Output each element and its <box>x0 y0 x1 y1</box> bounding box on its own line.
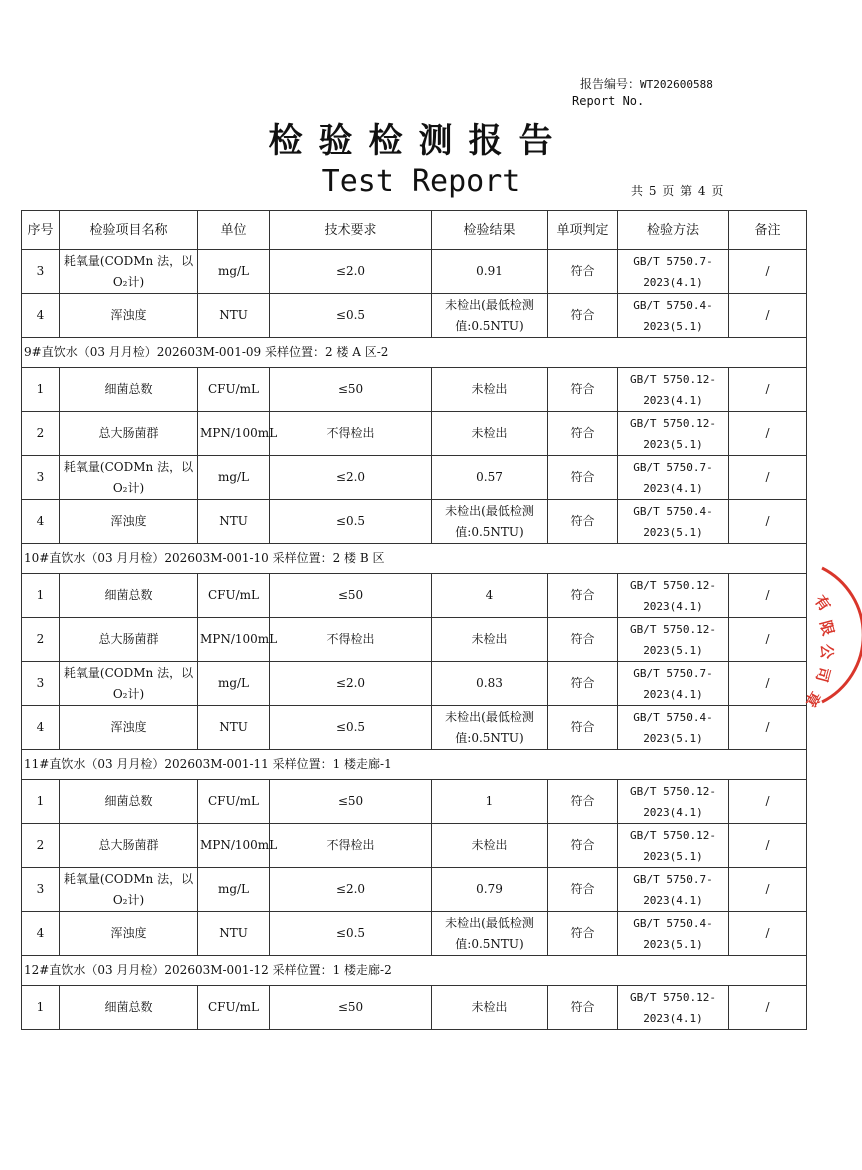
item-name-cell: 总大肠菌群 <box>60 412 198 456</box>
requirement-cell: ≤50 <box>270 780 432 824</box>
table-row <box>22 574 807 618</box>
table-row <box>22 500 807 544</box>
col-unit-header: 单位 <box>198 211 270 250</box>
unit-cell: CFU/mL <box>198 574 270 618</box>
method-cell: GB/T 5750.4-2023(5.1) <box>618 912 729 956</box>
row-index-cell: 3 <box>22 662 60 706</box>
table-row <box>22 986 807 1030</box>
judgement-cell: 符合 <box>548 294 618 338</box>
judgement-cell: 符合 <box>548 250 618 294</box>
item-name-cell: 细菌总数 <box>60 574 198 618</box>
remark-cell: / <box>729 662 807 706</box>
table-row <box>22 456 807 500</box>
unit-cell: NTU <box>198 500 270 544</box>
report-number <box>572 76 713 110</box>
judgement-cell: 符合 <box>548 868 618 912</box>
remark-cell: / <box>729 780 807 824</box>
item-name-cell: 耗氧量(CODMn 法，以 O₂计) <box>60 456 198 500</box>
report-title-cn: 检验检测报告 <box>268 121 569 161</box>
requirement-cell: ≤0.5 <box>270 706 432 750</box>
svg-text:章: 章 <box>801 688 825 711</box>
method-cell: GB/T 5750.12-2023(5.1) <box>618 824 729 868</box>
result-cell: 0.57 <box>432 456 548 500</box>
judgement-cell: 符合 <box>548 912 618 956</box>
row-index-cell: 1 <box>22 986 60 1030</box>
unit-cell: CFU/mL <box>198 368 270 412</box>
remark-cell: / <box>729 456 807 500</box>
row-index-cell: 4 <box>22 706 60 750</box>
unit-cell: MPN/100mL <box>198 412 270 456</box>
remark-cell: / <box>729 618 807 662</box>
unit-cell: MPN/100mL <box>198 618 270 662</box>
unit-cell: mg/L <box>198 868 270 912</box>
report-number-en-label: Report No. <box>572 94 645 108</box>
method-cell: GB/T 5750.7-2023(4.1) <box>618 456 729 500</box>
sample-group-row <box>22 956 807 986</box>
unit-cell: mg/L <box>198 250 270 294</box>
sample-group-row <box>22 544 807 574</box>
unit-cell: NTU <box>198 706 270 750</box>
requirement-cell: ≤50 <box>270 368 432 412</box>
method-cell: GB/T 5750.12-2023(4.1) <box>618 368 729 412</box>
remark-cell: / <box>729 986 807 1030</box>
sample-group-label: 11#直饮水（03 月月检）202603M-001-11 采样位置：1 楼走廊-1 <box>22 750 807 780</box>
row-index-cell: 2 <box>22 412 60 456</box>
unit-cell: mg/L <box>198 456 270 500</box>
sample-group-label: 12#直饮水（03 月月检）202603M-001-12 采样位置：1 楼走廊-2 <box>22 956 807 986</box>
remark-cell: / <box>729 824 807 868</box>
remark-cell: / <box>729 574 807 618</box>
col-result-header: 检验结果 <box>432 211 548 250</box>
requirement-cell: ≤2.0 <box>270 868 432 912</box>
result-cell: 未检出 <box>432 824 548 868</box>
requirement-cell: ≤0.5 <box>270 500 432 544</box>
col-index-header: 序号 <box>22 211 60 250</box>
svg-text:有: 有 <box>810 591 835 615</box>
result-cell: 未检出(最低检测值:0.5NTU) <box>432 294 548 338</box>
item-name-cell: 浑浊度 <box>60 500 198 544</box>
unit-cell: CFU/mL <box>198 986 270 1030</box>
judgement-cell: 符合 <box>548 706 618 750</box>
row-index-cell: 3 <box>22 868 60 912</box>
table-body <box>22 250 807 1030</box>
judgement-cell: 符合 <box>548 500 618 544</box>
remark-cell: / <box>729 294 807 338</box>
result-cell: 未检出 <box>432 368 548 412</box>
remark-cell: / <box>729 412 807 456</box>
sample-group-label: 10#直饮水（03 月月检）202603M-001-10 采样位置：2 楼 B 区 <box>22 544 807 574</box>
judgement-cell: 符合 <box>548 618 618 662</box>
row-index-cell: 2 <box>22 618 60 662</box>
result-cell: 0.83 <box>432 662 548 706</box>
unit-cell: CFU/mL <box>198 780 270 824</box>
company-seal <box>792 560 862 710</box>
method-cell: GB/T 5750.12-2023(5.1) <box>618 412 729 456</box>
judgement-cell: 符合 <box>548 574 618 618</box>
result-cell: 1 <box>432 780 548 824</box>
requirement-cell: ≤0.5 <box>270 294 432 338</box>
row-index-cell: 3 <box>22 456 60 500</box>
remark-cell: / <box>729 250 807 294</box>
table-row <box>22 294 807 338</box>
method-cell: GB/T 5750.7-2023(4.1) <box>618 868 729 912</box>
result-cell: 未检出(最低检测值:0.5NTU) <box>432 500 548 544</box>
row-index-cell: 1 <box>22 574 60 618</box>
table-row <box>22 824 807 868</box>
table-row <box>22 662 807 706</box>
unit-cell: MPN/100mL <box>198 824 270 868</box>
result-cell: 未检出 <box>432 412 548 456</box>
requirement-cell: 不得检出 <box>270 618 432 662</box>
sample-group-label: 9#直饮水（03 月月检）202603M-001-09 采样位置：2 楼 A 区-2 <box>22 338 807 368</box>
report-number-label: 报告编号： <box>580 77 641 91</box>
report-title-en: Test Report <box>321 164 521 199</box>
row-index-cell: 4 <box>22 294 60 338</box>
row-index-cell: 3 <box>22 250 60 294</box>
requirement-cell: 不得检出 <box>270 824 432 868</box>
method-cell: GB/T 5750.12-2023(4.1) <box>618 780 729 824</box>
item-name-cell: 总大肠菌群 <box>60 618 198 662</box>
result-cell: 未检出(最低检测值:0.5NTU) <box>432 706 548 750</box>
method-cell: GB/T 5750.4-2023(5.1) <box>618 706 729 750</box>
result-cell: 未检出 <box>432 618 548 662</box>
table-row <box>22 618 807 662</box>
col-item-name-header: 检验项目名称 <box>60 211 198 250</box>
table-row <box>22 706 807 750</box>
result-cell: 未检出(最低检测值:0.5NTU) <box>432 912 548 956</box>
result-cell: 4 <box>432 574 548 618</box>
row-index-cell: 2 <box>22 824 60 868</box>
table-row <box>22 250 807 294</box>
requirement-cell: 不得检出 <box>270 412 432 456</box>
method-cell: GB/T 5750.7-2023(4.1) <box>618 662 729 706</box>
judgement-cell: 符合 <box>548 662 618 706</box>
judgement-cell: 符合 <box>548 824 618 868</box>
svg-text:限: 限 <box>816 618 838 638</box>
report-number-value: WT202600588 <box>640 78 713 91</box>
method-cell: GB/T 5750.12-2023(4.1) <box>618 574 729 618</box>
method-cell: GB/T 5750.4-2023(5.1) <box>618 500 729 544</box>
unit-cell: NTU <box>198 912 270 956</box>
item-name-cell: 浑浊度 <box>60 912 198 956</box>
item-name-cell: 浑浊度 <box>60 706 198 750</box>
svg-text:司: 司 <box>812 664 834 685</box>
remark-cell: / <box>729 912 807 956</box>
item-name-cell: 耗氧量(CODMn 法，以 O₂计) <box>60 868 198 912</box>
requirement-cell: ≤2.0 <box>270 662 432 706</box>
requirement-cell: ≤0.5 <box>270 912 432 956</box>
judgement-cell: 符合 <box>548 456 618 500</box>
results-table <box>21 210 807 1030</box>
remark-cell: / <box>729 706 807 750</box>
requirement-cell: ≤50 <box>270 574 432 618</box>
item-name-cell: 细菌总数 <box>60 780 198 824</box>
method-cell: GB/T 5750.12-2023(5.1) <box>618 618 729 662</box>
sample-group-row <box>22 750 807 780</box>
judgement-cell: 符合 <box>548 986 618 1030</box>
row-index-cell: 1 <box>22 780 60 824</box>
method-cell: GB/T 5750.7-2023(4.1) <box>618 250 729 294</box>
requirement-cell: ≤50 <box>270 986 432 1030</box>
result-cell: 0.79 <box>432 868 548 912</box>
result-cell: 0.91 <box>432 250 548 294</box>
unit-cell: NTU <box>198 294 270 338</box>
item-name-cell: 耗氧量(CODMn 法，以 O₂计) <box>60 250 198 294</box>
item-name-cell: 耗氧量(CODMn 法，以 O₂计) <box>60 662 198 706</box>
item-name-cell: 总大肠菌群 <box>60 824 198 868</box>
table-row <box>22 780 807 824</box>
judgement-cell: 符合 <box>548 368 618 412</box>
row-index-cell: 1 <box>22 368 60 412</box>
requirement-cell: ≤2.0 <box>270 250 432 294</box>
table-row <box>22 912 807 956</box>
remark-cell: / <box>729 868 807 912</box>
item-name-cell: 细菌总数 <box>60 986 198 1030</box>
unit-cell: mg/L <box>198 662 270 706</box>
sample-group-row <box>22 338 807 368</box>
row-index-cell: 4 <box>22 500 60 544</box>
item-name-cell: 细菌总数 <box>60 368 198 412</box>
judgement-cell: 符合 <box>548 412 618 456</box>
result-cell: 未检出 <box>432 986 548 1030</box>
item-name-cell: 浑浊度 <box>60 294 198 338</box>
page-counter: 共 5 页 第 4 页 <box>631 184 725 198</box>
remark-cell: / <box>729 500 807 544</box>
col-requirement-header: 技术要求 <box>270 211 432 250</box>
table-row <box>22 412 807 456</box>
table-header-row <box>22 211 807 250</box>
judgement-cell: 符合 <box>548 780 618 824</box>
method-cell: GB/T 5750.4-2023(5.1) <box>618 294 729 338</box>
method-cell: GB/T 5750.12-2023(4.1) <box>618 986 729 1030</box>
col-remark-header: 备注 <box>729 211 807 250</box>
svg-text:公: 公 <box>818 644 836 660</box>
col-method-header: 检验方法 <box>618 211 729 250</box>
table-row <box>22 868 807 912</box>
remark-cell: / <box>729 368 807 412</box>
requirement-cell: ≤2.0 <box>270 456 432 500</box>
col-judgement-header: 单项判定 <box>548 211 618 250</box>
row-index-cell: 4 <box>22 912 60 956</box>
table-row <box>22 368 807 412</box>
